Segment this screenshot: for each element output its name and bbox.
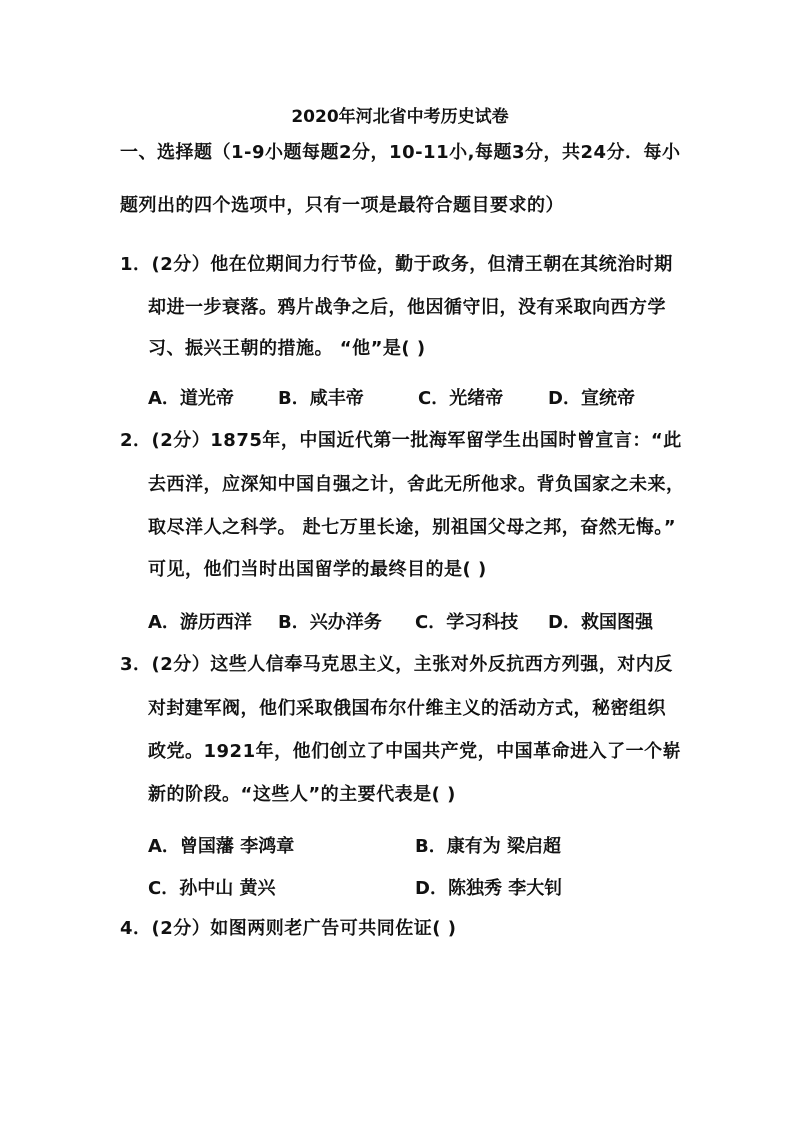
section-heading-line-1: 一、选择题（1-9小题每题2分，10-11小,每题3分，共24分．每小 (120, 142, 681, 163)
question-2-option-c[interactable]: C．学习科技 (415, 612, 519, 633)
question-1-option-c[interactable]: C．光绪帝 (418, 388, 504, 409)
question-2-line-2: 去西洋，应深知中国自强之计，舍此无所他求。背负国家之未来， (148, 474, 685, 495)
question-1-option-b[interactable]: B．咸丰帝 (278, 388, 364, 409)
question-2-option-d[interactable]: D．救国图强 (548, 612, 653, 633)
section-heading-line-2: 题列出的四个选项中，只有一项是最符合题目要求的） (120, 195, 564, 216)
question-1-line-3: 习、振兴王朝的措施。 “他”是( ) (148, 338, 426, 359)
question-3-option-b[interactable]: B．康有为 梁启超 (415, 836, 561, 857)
question-3-line-2: 对封建军阀，他们采取俄国布尔什维主义的活动方式，秘密组织 (148, 698, 666, 719)
question-1-option-d[interactable]: D．宣统帝 (548, 388, 635, 409)
question-3-line-3: 政党。1921年，他们创立了中国共产党，中国革命进入了一个崭 (148, 741, 682, 762)
question-2-option-a[interactable]: A．游历西洋 (148, 612, 252, 633)
question-2-line-4: 可见，他们当时出国留学的最终目的是( ) (148, 559, 487, 580)
question-3-line-1: 3．(2分）这些人信奉马克思主义，主张对外反抗西方列强，对内反 (120, 654, 673, 675)
question-2-line-3: 取尽洋人之科学。 赴七万里长途，别祖国父母之邦，奋然无悔。” (148, 517, 677, 538)
question-3-option-a[interactable]: A．曾国藩 李鸿章 (148, 836, 295, 857)
page-title: 2020年河北省中考历史试卷 (291, 107, 509, 127)
question-4-line-1: 4．(2分）如图两则老广告可共同佐证( ) (120, 918, 457, 939)
question-1-line-1: 1．(2分）他在位期间力行节俭，勤于政务，但清王朝在其统治时期 (120, 254, 673, 275)
question-3-line-4: 新的阶段。“这些人”的主要代表是( ) (148, 784, 456, 805)
question-3-option-d[interactable]: D．陈独秀 李大钊 (415, 878, 563, 899)
question-2-option-b[interactable]: B．兴办洋务 (278, 612, 382, 633)
question-3-option-c[interactable]: C．孙中山 黄兴 (148, 878, 276, 899)
question-1-line-2: 却进一步衰落。鸦片战争之后，他因循守旧，没有采取向西方学 (148, 297, 666, 318)
question-2-line-1: 2．(2分）1875年，中国近代第一批海军留学生出国时曾宣言：“此 (120, 430, 682, 451)
question-1-option-a[interactable]: A．道光帝 (148, 388, 234, 409)
